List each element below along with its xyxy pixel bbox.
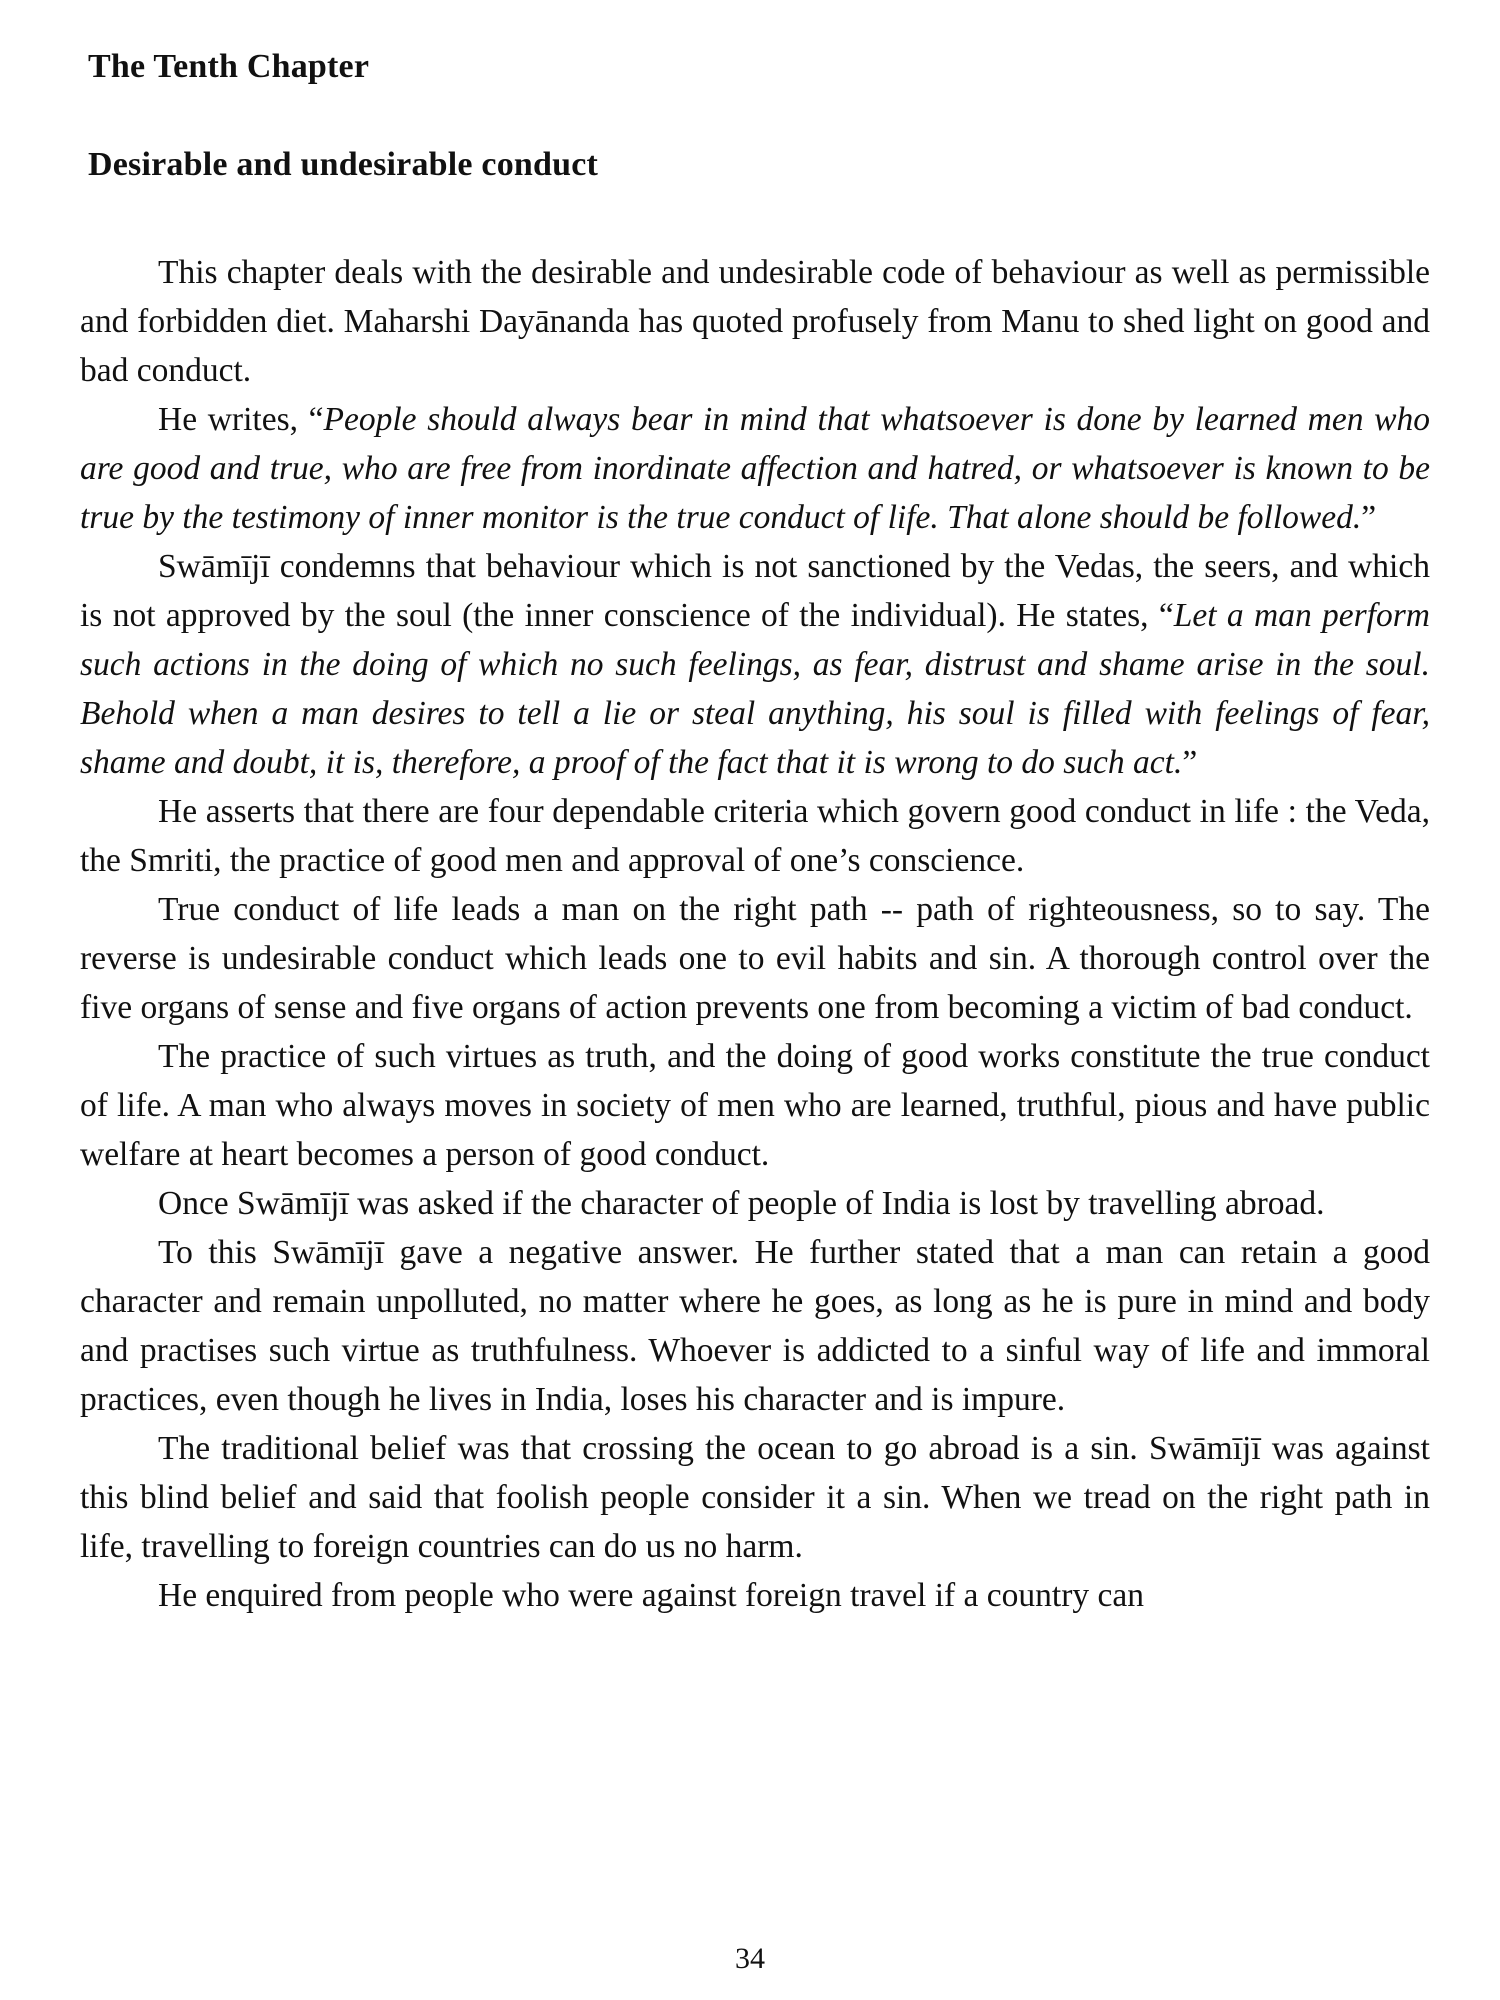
paragraph: He writes, “People should always bear in mind that whatsoever is done by learned men who are good and true, who are free from inordinate affection and hatred, or whatsoever is known to be true by the testimony of inner monitor is the true conduct of life. That alone should be followed.” [80,401,1430,536]
body-text [80,248,1430,1620]
italic-quote: People should always bear in mind that whatsoever is done by learned men who are good and true, who are free from inordinate affection and hatred, or whatsoever is known to be true by the testimony of inner monitor is the true conduct of life. That alone should be followed. [80,401,1430,536]
paragraph: The practice of such virtues as truth, and the doing of good works constitute the true conduct of life. A man who always moves in society of men who are learned, truthful, pious and have public welfare at heart becomes a person of good conduct. [80,1038,1430,1173]
paragraph: True conduct of life leads a man on the right path -- path of righteousness, so to say. The reverse is undesirable conduct which leads one to evil habits and sin. A thorough control over the five organs of sense and five organs of action prevents one from becoming a victim of bad conduct. [80,891,1430,1026]
paragraph: Swāmījī condemns that behaviour which is not sanctioned by the Vedas, the seers, and which is not approved by the soul (the inner conscience of the individual). He states, “Let a man perform such actions in the doing of which no such feelings, as fear, distrust and shame arise in the soul. Behold when a man desires to tell a lie or steal anything, his soul is filled with feelings of fear, shame and doubt, it is, therefore, a proof of the fact that it is wrong to do such act.” [80,548,1430,781]
section-title: Desirable and undesirable conduct [88,146,599,183]
paragraph: The traditional belief was that crossing the ocean to go abroad is a sin. Swāmījī was against this blind belief and said that foolish people consider it a sin. When we tread on the right path in life, travelling to foreign countries can do us no harm. [80,1430,1430,1565]
paragraph: He enquired from people who were against foreign travel if a country can [158,1577,1144,1614]
paragraph: He asserts that there are four dependable criteria which govern good conduct in life : the Veda, the Smriti, the practice of good men and approval of one’s conscience. [80,793,1430,879]
italic-quote: Let a man perform such actions in the doing of which no such feelings, as fear, distrust and shame arise in the soul. Behold when a man desires to tell a lie or steal anything, his soul is filled with feelings of fear, shame and doubt, it is, therefore, a proof of the fact that it is wrong to do such act. [80,597,1430,781]
chapter-title: The Tenth Chapter [88,48,370,85]
paragraph: This chapter deals with the desirable and undesirable code of behaviour as well as permissible and forbidden diet. Maharshi Dayānanda has quoted profusely from Manu to shed light on good and bad conduct. [80,254,1430,389]
page-number: 34 [735,1942,765,1975]
paragraph: To this Swāmījī gave a negative answer. He further stated that a man can retain a good character and remain unpolluted, no matter where he goes, as long as he is pure in mind and body and practises such virtue as truthfulness. Whoever is addicted to a sinful way of life and immoral practices, even though he lives in India, loses his character and is impure. [80,1234,1430,1418]
paragraph: Once Swāmījī was asked if the character of people of India is lost by travelling abroad. [158,1185,1325,1222]
